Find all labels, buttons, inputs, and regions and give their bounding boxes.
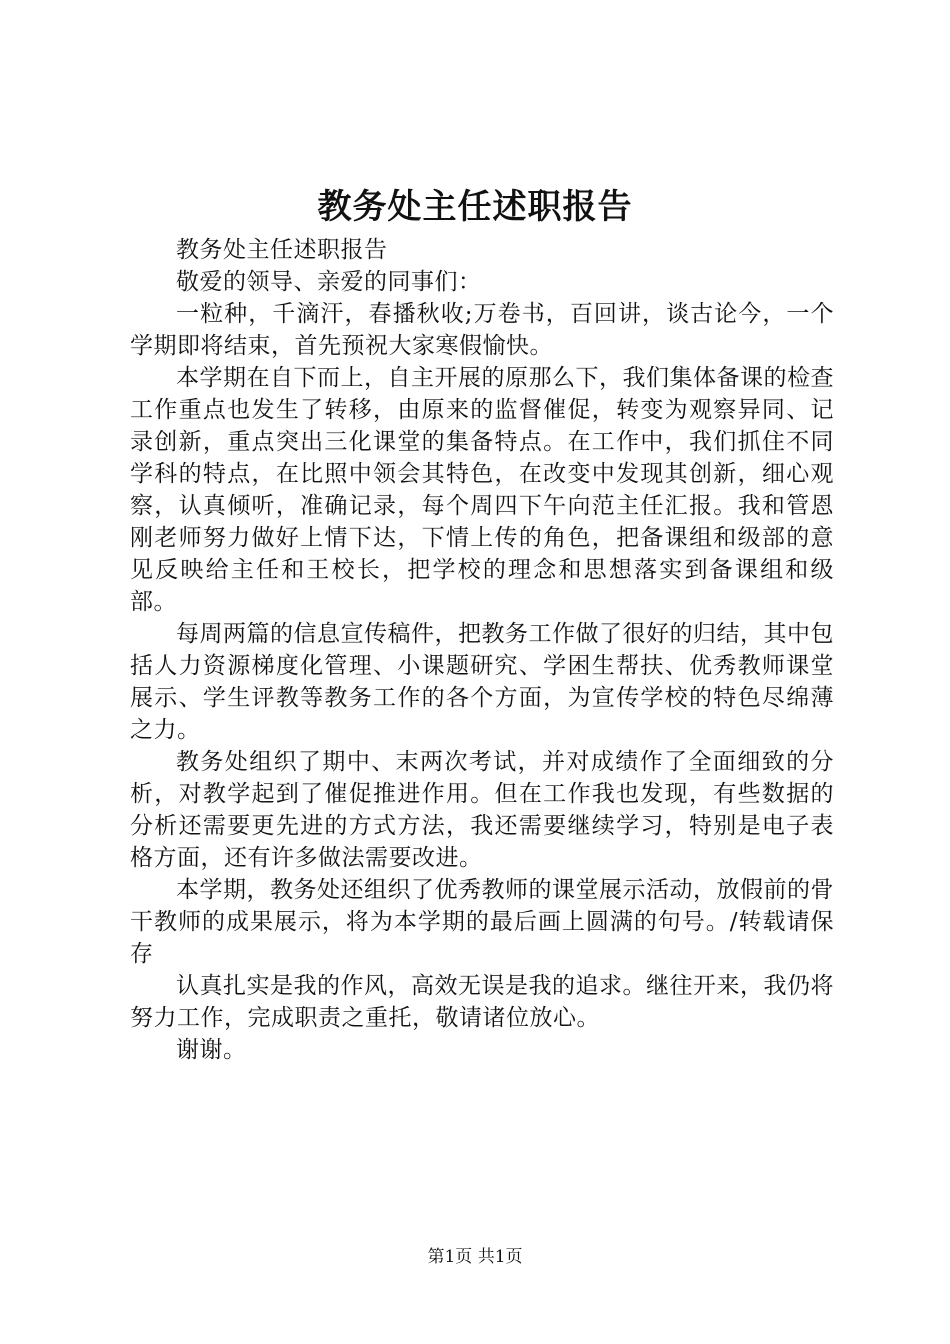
paragraph-salutation: 敬爱的领导、亲爱的同事们： (176, 269, 482, 295)
paragraph-opening: 一粒种，千滴汗，春播秋收;万卷书，百回讲，谈古论今，一个学期即将结束，首先预祝大家寒假愉快。 (130, 301, 834, 359)
paragraph-publicity: 每周两篇的信息宣传稿件，把教务工作做了很好的归结，其中包括人力资源梯度化管理、小课题研究、学困生帮扶、优秀教师课堂展示、学生评教等教务工作的各个方面，为宣传学校的特色尽绵薄之力。 (130, 621, 834, 743)
paragraph-closing: 认真扎实是我的作风，高效无误是我的追求。继往开来，我仍将努力工作，完成职责之重托，敬请诸位放心。 (130, 973, 834, 1031)
paragraph-showcase: 本学期，教务处还组织了优秀教师的课堂展示活动，放假前的骨干教师的成果展示，将为本学期的最后画上圆满的句号。/转载请保存 (130, 877, 834, 967)
document-title: 教务处主任述职报告 (317, 187, 633, 227)
paragraph-lesson-prep: 本学期在自下而上，自主开展的原那么下，我们集体备课的检查工作重点也发生了转移，由原来的监督催促，转变为观察异同、记录创新，重点突出三化课堂的集备特点。在工作中，我们抓住不同学科的特点，在比照中领会其特色，在改变中发现其创新，细心观察，认真倾听，准确记录，每个周四下午向范主任汇报。我和管恩刚老师努力做好上情下达，下情上传的角色，把备课组和级部的意见反映给主任和王校长，把学校的理念和思想落实到备课组和级部。 (130, 365, 834, 615)
paragraph-exams: 教务处组织了期中、末两次考试，并对成绩作了全面细致的分析，对教学起到了催促推进作用。但在工作我也发现，有些数据的分析还需要更先进的方式方法，我还需要继续学习，特别是电子表格方面，还有许多做法需要改进。 (130, 749, 834, 871)
document-body (130, 234, 834, 1066)
paragraph-heading-repeat: 教务处主任述职报告 (176, 237, 388, 263)
page-footer: 第1页 共1页 (427, 1247, 523, 1267)
paragraph-thanks: 谢谢。 (176, 1037, 247, 1063)
